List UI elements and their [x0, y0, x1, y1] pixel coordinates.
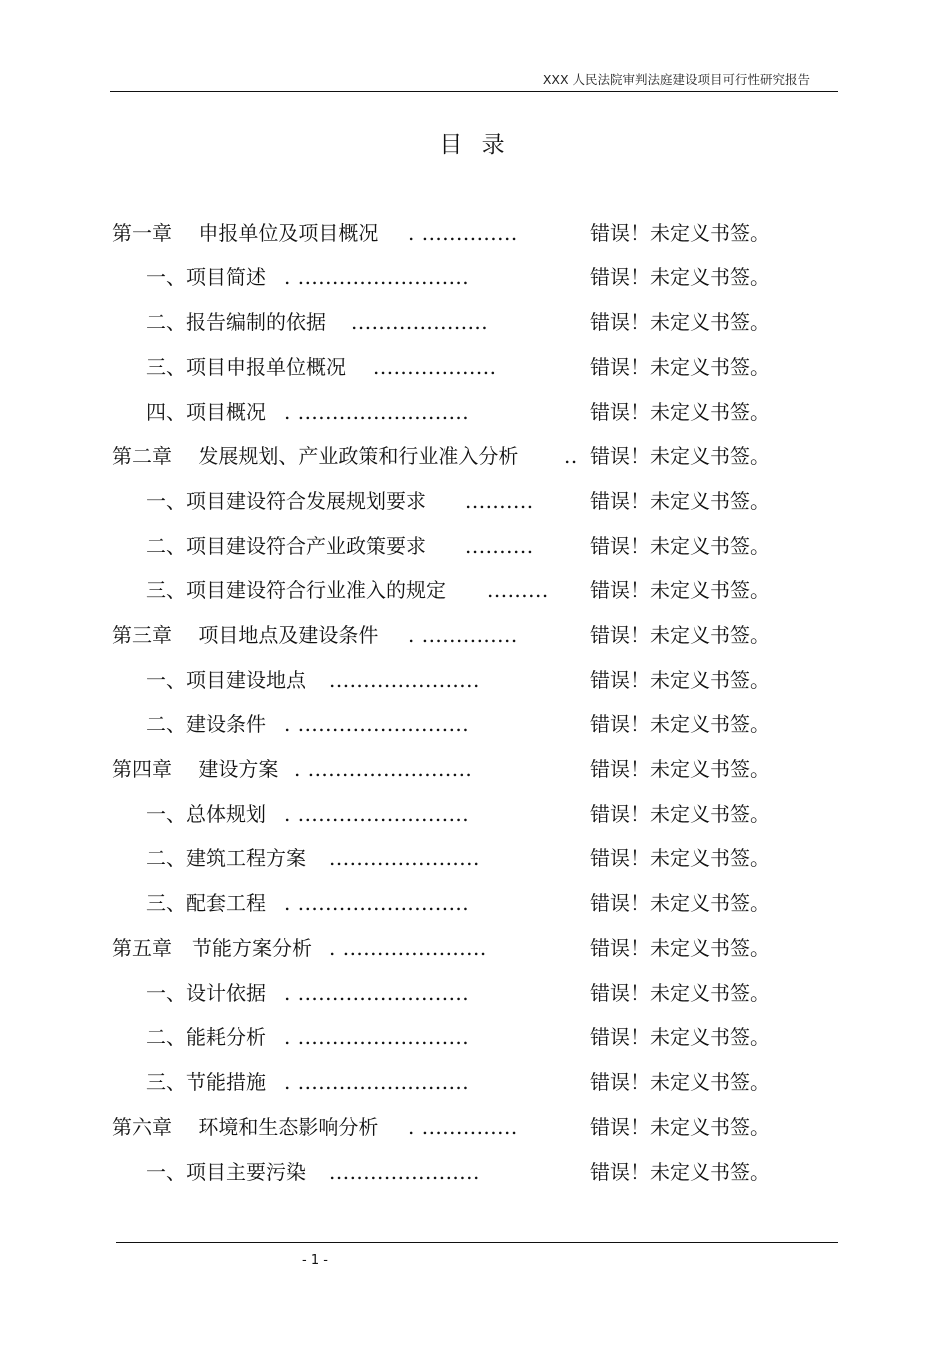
toc-entry-leader: .........: [487, 578, 549, 602]
toc-entry-page-ref: 错误！未定义书签。: [590, 400, 770, 424]
toc-entry-label: 一、项目简述: [146, 265, 266, 289]
toc-entry-leader: . .....................: [329, 936, 487, 960]
toc-entry-section[interactable]: [0, 709, 950, 739]
toc-entry-section[interactable]: [0, 843, 950, 873]
toc-entry-label: 二、项目建设符合产业政策要求: [146, 534, 426, 558]
toc-entry-page-ref: 错误！未定义书签。: [590, 355, 770, 379]
toc-entry-section[interactable]: [0, 352, 950, 382]
toc-entry-label: 一、项目主要污染: [146, 1160, 306, 1184]
toc-entry-section[interactable]: [0, 1022, 950, 1052]
toc-entry-section[interactable]: [0, 397, 950, 427]
toc-entry-leader: ......................: [329, 1160, 480, 1184]
toc-entry-leader: ......................: [329, 668, 480, 692]
toc-entry-page-ref: 错误！未定义书签。: [590, 444, 770, 468]
toc-entry-leader: . .........................: [284, 712, 470, 736]
toc-entry-leader: ..................: [373, 355, 497, 379]
toc-entry-section[interactable]: [0, 888, 950, 918]
toc-entry-section[interactable]: [0, 575, 950, 605]
toc-entry-leader: ..........: [465, 489, 534, 513]
toc-entry-leader: ..: [564, 444, 578, 468]
toc-entry-page-ref: 错误！未定义书签。: [590, 981, 770, 1005]
toc-entry-label: 第四章 建设方案: [112, 757, 279, 781]
toc-entry-leader: . .........................: [284, 265, 470, 289]
toc-entry-label: 四、项目概况: [146, 400, 266, 424]
toc-entry-label: 第三章 项目地点及建设条件: [112, 623, 379, 647]
toc-entry-page-ref: 错误！未定义书签。: [590, 668, 770, 692]
toc-entry-label: 三、配套工程: [146, 891, 266, 915]
toc-entry-label: 第二章 发展规划、产业政策和行业准入分析: [112, 444, 519, 468]
toc-entry-label: 二、建设条件: [146, 712, 266, 736]
toc-entry-leader: . ..............: [408, 623, 518, 647]
toc-entry-leader: . .........................: [284, 1070, 470, 1094]
toc-entry-leader: ......................: [329, 846, 480, 870]
toc-entry-leader: . ..............: [408, 1115, 518, 1139]
toc-entry-chapter-2[interactable]: [0, 441, 950, 471]
toc-entry-label: 二、报告编制的依据: [146, 310, 326, 334]
toc-entry-section[interactable]: [0, 307, 950, 337]
toc-entry-chapter-4[interactable]: [0, 754, 950, 784]
toc-entry-label: 一、项目建设地点: [146, 668, 306, 692]
toc-entry-leader: . .........................: [284, 981, 470, 1005]
toc-entry-leader: . .........................: [284, 891, 470, 915]
toc-entry-page-ref: 错误！未定义书签。: [590, 1160, 770, 1184]
toc-entry-page-ref: 错误！未定义书签。: [590, 265, 770, 289]
toc-entry-section[interactable]: [0, 978, 950, 1008]
header-rule: [110, 91, 838, 92]
toc-entry-label: 一、设计依据: [146, 981, 266, 1005]
footer-rule: [116, 1242, 838, 1243]
toc-entry-chapter-1[interactable]: [0, 218, 950, 248]
toc-entry-page-ref: 错误！未定义书签。: [590, 1025, 770, 1049]
toc-entry-section[interactable]: [0, 262, 950, 292]
toc-entry-label: 三、节能措施: [146, 1070, 266, 1094]
toc-entry-page-ref: 错误！未定义书签。: [590, 712, 770, 736]
toc-entry-leader: ..........: [465, 534, 534, 558]
toc-entry-leader: . .........................: [284, 400, 470, 424]
toc-entry-page-ref: 错误！未定义书签。: [590, 534, 770, 558]
toc-entry-chapter-5[interactable]: [0, 933, 950, 963]
toc-entry-page-ref: 错误！未定义书签。: [590, 310, 770, 334]
toc-entry-page-ref: 错误！未定义书签。: [590, 623, 770, 647]
toc-entry-label: 一、总体规划: [146, 802, 266, 826]
toc-entry-label: 一、项目建设符合发展规划要求: [146, 489, 426, 513]
toc-entry-page-ref: 错误！未定义书签。: [590, 891, 770, 915]
toc-entry-section[interactable]: [0, 799, 950, 829]
toc-entry-page-ref: 错误！未定义书签。: [590, 846, 770, 870]
toc-entry-label: 二、能耗分析: [146, 1025, 266, 1049]
toc-entry-label: 二、建筑工程方案: [146, 846, 306, 870]
toc-entry-section[interactable]: [0, 1067, 950, 1097]
toc-entry-chapter-6[interactable]: [0, 1112, 950, 1142]
toc-entry-label: 第一章 申报单位及项目概况: [112, 221, 379, 245]
toc-entry-page-ref: 错误！未定义书签。: [590, 578, 770, 602]
toc-entry-leader: . ..............: [408, 221, 518, 245]
toc-entry-leader: . .........................: [284, 1025, 470, 1049]
toc-entry-page-ref: 错误！未定义书签。: [590, 489, 770, 513]
toc-entry-page-ref: 错误！未定义书签。: [590, 936, 770, 960]
toc-heading: 目 录: [439, 132, 511, 158]
toc-entry-section[interactable]: [0, 1157, 950, 1187]
running-header: XXX 人民法院审判法庭建设项目可行性研究报告: [542, 72, 810, 87]
toc-entry-chapter-3[interactable]: [0, 620, 950, 650]
toc-entry-leader: . .........................: [284, 802, 470, 826]
toc-entry-section[interactable]: [0, 665, 950, 695]
toc-entry-page-ref: 错误！未定义书签。: [590, 1070, 770, 1094]
toc-entry-page-ref: 错误！未定义书签。: [590, 802, 770, 826]
toc-entry-leader: . ........................: [294, 757, 473, 781]
toc-entry-label: 三、项目申报单位概况: [146, 355, 346, 379]
toc-entry-section[interactable]: [0, 531, 950, 561]
toc-entry-section[interactable]: [0, 486, 950, 516]
toc-entry-label: 三、项目建设符合行业准入的规定: [146, 578, 446, 602]
toc-entry-label: 第五章 节能方案分析: [112, 936, 312, 960]
toc-entry-label: 第六章 环境和生态影响分析: [112, 1115, 379, 1139]
toc-entry-leader: ....................: [351, 310, 489, 334]
toc-entry-page-ref: 错误！未定义书签。: [590, 1115, 770, 1139]
toc-entry-page-ref: 错误！未定义书签。: [590, 757, 770, 781]
page-number: - 1 -: [302, 1253, 328, 1268]
toc-entry-page-ref: 错误！未定义书签。: [590, 221, 770, 245]
